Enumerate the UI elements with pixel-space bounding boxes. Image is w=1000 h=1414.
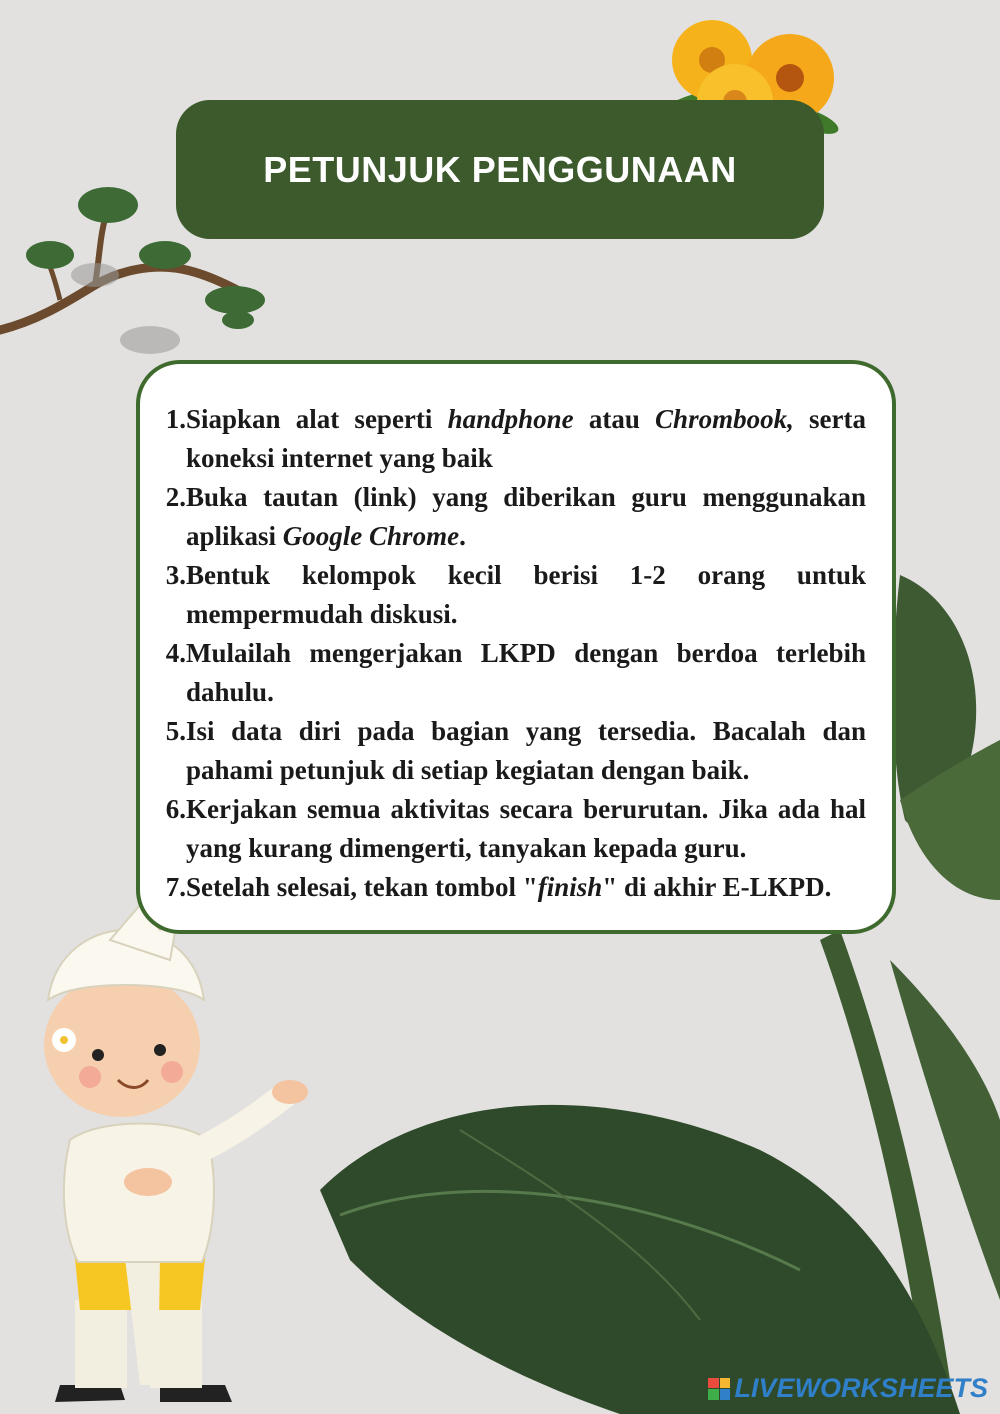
instruction-text-segment: Siapkan alat seperti [186,404,448,434]
instruction-text-segment: Isi data diri pada bagian yang tersedia. Bacalah dan pahami petunjuk di setiap kegiatan dengan baik. [186,716,866,785]
instruction-item [158,634,866,712]
instruction-text-italic: Chrombook, [655,404,794,434]
instruction-text [186,556,866,634]
instructions-list [158,400,866,907]
instruction-item [158,790,866,868]
instruction-number: 5. [165,716,186,746]
instruction-text-segment: " di akhir E-LKPD. [602,872,832,902]
balinese-boy-illustration [44,905,308,1402]
instruction-text-segment: serta koneksi internet yang baik [186,404,866,473]
instruction-number: 4. [165,638,186,668]
instruction-number: 7. [165,872,186,902]
instruction-item [158,868,866,907]
instruction-text [186,712,866,790]
instruction-text [186,868,866,907]
instruction-text-segment: Buka tautan (link) yang diberikan guru menggunakan aplikasi [186,482,866,551]
instruction-text-italic: finish [537,872,603,902]
instruction-item [158,400,866,478]
instruction-text [186,634,866,712]
liveworksheets-logo-icon [708,1378,730,1400]
instruction-text-segment: . [459,521,466,551]
instruction-text-segment: Bentuk kelompok kecil berisi 1-2 orang untuk mempermudah diskusi. [186,560,866,629]
instruction-number: 2. [165,482,186,512]
instruction-text-segment: Kerjakan semua aktivitas secara berurutan. Jika ada hal yang kurang dimengerti, tanyakan kepada guru. [186,794,866,863]
instruction-text [186,790,866,868]
instruction-item [158,712,866,790]
instruction-text-segment: Mulailah mengerjakan LKPD dengan berdoa terlebih dahulu. [186,638,866,707]
instructions-card [136,360,896,934]
instruction-text-italic: handphone [447,404,574,434]
instruction-number: 3. [165,560,186,590]
instruction-item [158,478,866,556]
title-banner [176,100,824,239]
instruction-text [186,400,866,478]
instruction-text-segment: atau [573,404,656,434]
instruction-number: 1. [165,404,186,434]
instruction-number: 6. [165,794,186,824]
page-title: PETUNJUK PENGGUNAAN [263,148,737,190]
watermark-text: LIVEWORKSHEETS [734,1373,988,1403]
instruction-text-italic: Google Chrome [282,521,460,551]
instruction-text [186,478,866,556]
liveworksheets-watermark [708,1373,988,1404]
instruction-item [158,556,866,634]
instruction-text-segment: Setelah selesai, tekan tombol " [186,872,538,902]
